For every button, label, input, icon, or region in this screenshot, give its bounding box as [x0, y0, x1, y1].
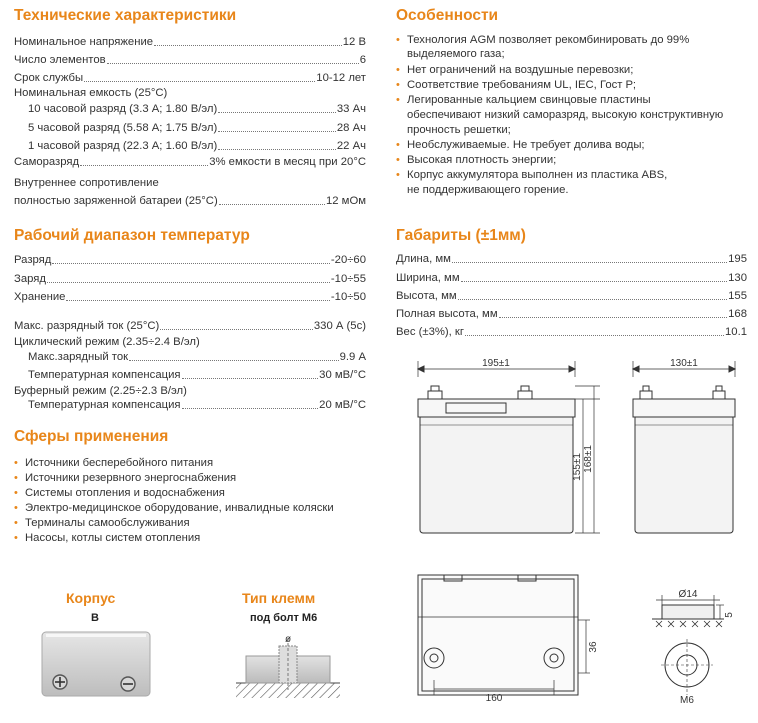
battery-drawing	[400, 355, 750, 721]
terminal-symbol: ø	[284, 634, 292, 645]
list-item-cont: выделяемого газа;	[407, 48, 505, 60]
list-item: • Системы отопления и водоснабжения	[14, 487, 225, 499]
list-item: • Корпус аккумулятора выполнен из пластика ABS,	[396, 169, 668, 181]
list-item: • Насосы, котлы систем отопления	[14, 532, 201, 544]
spec-row: Число элементов 6	[14, 54, 366, 66]
specs-title: Технические характеристики	[14, 7, 237, 24]
temp-row: Разряд -20÷60	[14, 254, 366, 266]
spec-row: 1 часовой разряд (22.3 А; 1.60 В/эл) 22 Ач	[28, 140, 366, 152]
dim-row: Полная высота, мм 168	[396, 308, 747, 320]
temp-row: Заряд -10÷55	[14, 273, 366, 285]
current-row: Температурная компенсация 20 мВ/°С	[28, 399, 366, 411]
list-item-cont: не поддерживающего горение.	[407, 184, 569, 196]
dim-height: 155±1	[572, 453, 583, 481]
dim-bottom-length: 160	[485, 693, 503, 704]
case-title: Корпус	[66, 590, 116, 606]
case-value: B	[91, 612, 99, 624]
list-item: • Источники резервного энергоснабжения	[14, 472, 237, 484]
terminal-title: Тип клемм	[242, 590, 316, 606]
current-row: Макс. разрядный ток (25°С) 330 А (5с)	[14, 320, 366, 332]
dim-width: 130±1	[670, 358, 698, 369]
case-b-icon	[40, 628, 152, 698]
temperature-title: Рабочий диапазон температур	[14, 227, 250, 244]
list-item: • Необслуживаемые. Не требует долива воды;	[396, 139, 645, 151]
dim-bolt: M6	[680, 695, 694, 706]
dim-full-height: 168±1	[583, 445, 594, 473]
spec-row: 5 часовой разряд (5.58 А; 1.75 В/эл) 28 Ач	[28, 122, 366, 134]
current-row: Макс.зарядный ток 9.9 А	[28, 351, 366, 363]
list-item: • Источники бесперебойного питания	[14, 457, 214, 469]
spec-row: Номинальное напряжение 12 В	[14, 36, 366, 48]
dimensions-title: Габариты (±1мм)	[396, 227, 526, 244]
list-item-cont: прочность решетки;	[407, 124, 511, 136]
dim-terminal-diam: Ø14	[678, 589, 698, 600]
features-title: Особенности	[396, 7, 499, 24]
list-item: • Терминалы самообслуживания	[14, 517, 190, 529]
list-item: • Технология AGM позволяет рекомбинировать до 99%	[396, 34, 690, 46]
dim-terminal-height: 36	[588, 641, 599, 653]
spec-heading: Номинальная емкость (25°С)	[14, 87, 168, 99]
dim-length: 195±1	[482, 358, 510, 369]
list-item: • Нет ограничений на воздушные перевозки;	[396, 64, 634, 76]
spec-row: полностью заряженной батареи (25°С) 12 мОм	[14, 195, 366, 207]
dim-terminal-depth: 5	[724, 612, 735, 618]
list-item: • Легированные кальцием свинцовые пластины	[396, 94, 651, 106]
list-item: • Электро-медицинское оборудование, инвалидные коляски	[14, 502, 334, 514]
list-item: • Соответствие требованиям UL, IEC, Гост Р;	[396, 79, 636, 91]
mode-heading: Буферный режим (2.25÷2.3 В/эл)	[14, 385, 187, 397]
current-row: Температурная компенсация 30 мВ/°С	[28, 369, 366, 381]
list-item-cont: обеспечивают низкий саморазряд, высокую конструктивную	[407, 109, 724, 121]
applications-title: Сферы применения	[14, 428, 169, 445]
spec-row: Саморазряд 3% емкости в месяц при 20°С	[14, 156, 366, 168]
spec-heading: Внутреннее сопротивление	[14, 177, 159, 189]
list-item: • Высокая плотность энергии;	[396, 154, 557, 166]
temp-row: Хранение -10÷50	[14, 291, 366, 303]
dim-row: Длина, мм 195	[396, 253, 747, 265]
terminal-value: под болт М6	[250, 612, 318, 624]
spec-row: Срок службы 10-12 лет	[14, 72, 366, 84]
dim-row: Высота, мм 155	[396, 290, 747, 302]
dim-row: Вес (±3%), кг 10.1	[396, 326, 747, 338]
terminal-bolt-icon	[228, 628, 348, 700]
spec-row: 10 часовой разряд (3.3 А; 1.80 В/эл) 33 Ач	[28, 103, 366, 115]
dim-row: Ширина, мм 130	[396, 272, 747, 284]
mode-heading: Циклический режим (2.35÷2.4 В/эл)	[14, 336, 200, 348]
